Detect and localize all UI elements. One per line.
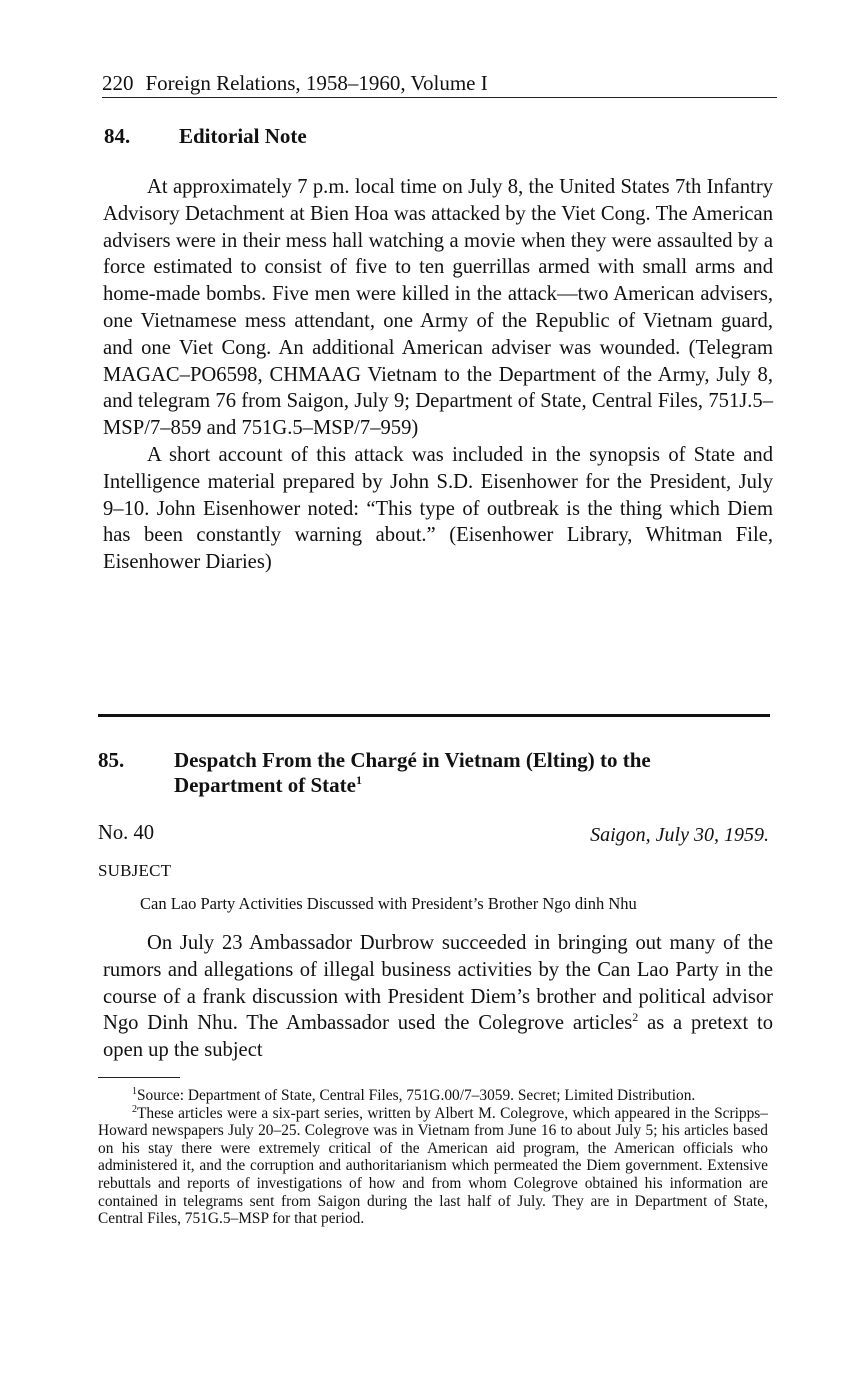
subject-text: Can Lao Party Activities Discussed with President’s Brother Ngo dinh Nhu xyxy=(140,894,637,913)
section-title-line: Department of State$^1$ xyxy=(174,773,362,797)
footnote-ref[interactable]: 1 xyxy=(355,773,362,787)
paragraph: On July 23 Ambassador Durbrow succeeded in bringing out many of the rumors and allegations of illegal business activities by the Can Lao Party in the course of a frank discussion with President Diem’s brother and political advisor Ngo Dinh Nhu. The Ambassador used the Colegrove articles$^2$ as a pretext to open up the subject xyxy=(103,932,773,1062)
section-number: 85. xyxy=(98,748,125,772)
section-number: 84. xyxy=(104,124,131,148)
section-title: Editorial Note xyxy=(179,124,307,148)
footnote-ref[interactable]: 2 xyxy=(632,1010,639,1025)
section-title-line: Despatch From the Chargé in Vietnam (Elting) to the xyxy=(174,748,651,772)
footnote-text: Source: Department of State, Central Files, 751G.00/7–3059. Secret; Limited Distribution. xyxy=(137,1087,696,1104)
section-84-heading xyxy=(104,124,307,149)
footnote-text: These articles were a six-part series, written by Albert M. Colegrove, which appeared in the Scripps–Howard newspapers July 20–25. Colegrove was in Vietnam from June 16 to about July 5; his articles based on his stay there were extremely critical of the American aid program, the American officials who administered it, and the corruption and authoritarianism which permeated the Diem government. Extensive rebuttals and reports of investigations of how and from whom Colegrove obtained his information are contained in telegrams sent from Saigon during the last half of July. They are in Department of State, Central Files, 751G.5–MSP for that period. xyxy=(98,1104,768,1228)
section-title xyxy=(174,748,774,798)
footnote-rule xyxy=(98,1077,180,1078)
footnote-marker: 2 xyxy=(132,1103,137,1115)
section-divider xyxy=(98,714,770,717)
paragraph: At approximately 7 p.m. local time on July 8, the United States 7th Infantry Advisory Detachment at Bien Hoa was attacked by the Viet Cong. The American advisers were in their mess hall watching a movie when they were assaulted by a force estimated to consist of five to ten guerrillas armed with small arms and home-made bombs. Five men were killed in the attack—two American advisers, one Vietnamese mess attendant, one Army of the Republic of Vietnam guard, and one Viet Cong. An additional American adviser was wounded. (Telegram MAGAC–PO6598, CHMAAG Vietnam to the Department of the Army, July 8, and telegram 76 from Saigon, July 9; Department of State, Central Files, 751J.5–MSP/7–859 and 751G.5–MSP/7–959) xyxy=(103,176,773,440)
place-date: Saigon, July 30, 1959. xyxy=(590,824,769,846)
footnote xyxy=(98,1105,768,1228)
section-85-body xyxy=(103,930,773,1064)
subject-label: SUBJECT xyxy=(98,861,172,880)
footnotes xyxy=(98,1087,768,1228)
page-number: 220 xyxy=(102,71,134,95)
footnote xyxy=(98,1087,768,1105)
paragraph: A short account of this attack was included in the synopsis of State and Intelligence material prepared by John S.D. Eisenhower for the President, July 9–10. John Eisenhower noted: “This type of outbreak is the thing which Diem has been constantly warning about.” (Eisenhower Library, Whitman File, Eisenhower Diaries) xyxy=(103,443,773,574)
despatch-number: No. 40 xyxy=(98,822,155,844)
section-84-body xyxy=(103,174,773,576)
running-title: Foreign Relations, 1958–1960, Volume I xyxy=(145,71,488,95)
running-header xyxy=(102,70,777,98)
footnote-marker: 1 xyxy=(132,1085,137,1097)
